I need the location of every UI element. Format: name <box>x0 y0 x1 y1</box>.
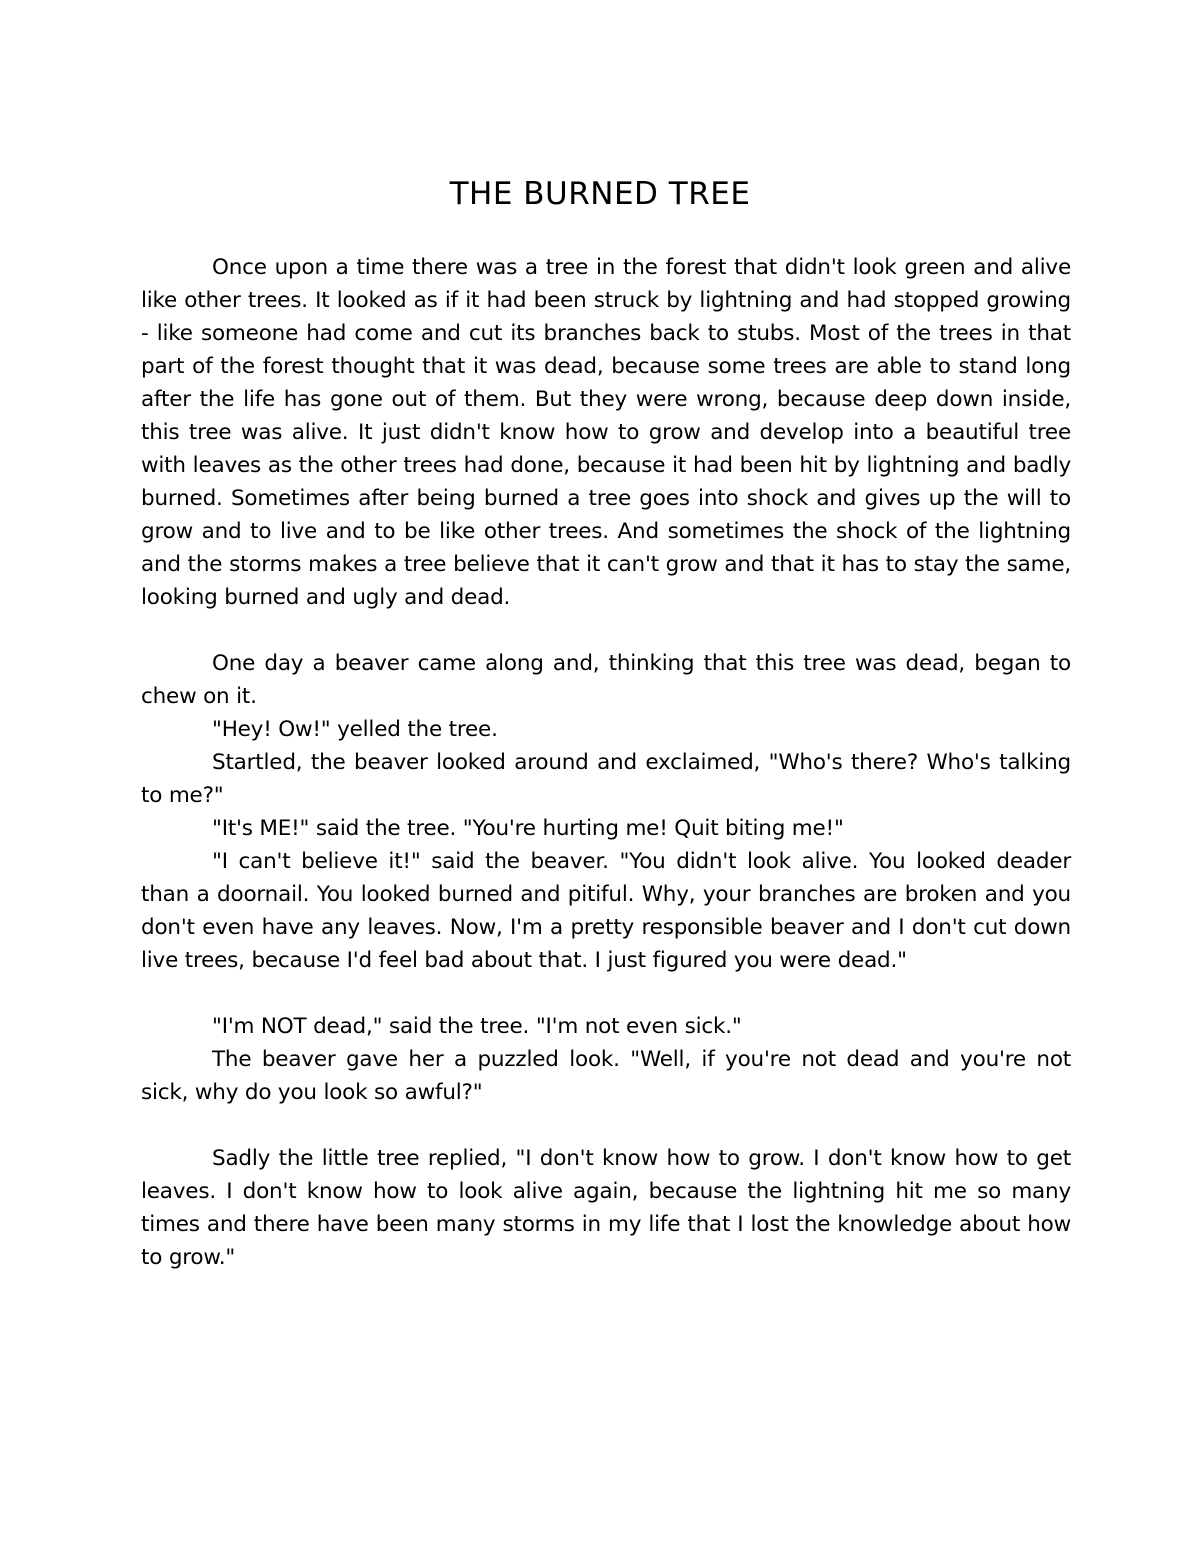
paragraph-9: Sadly the little tree replied, "I don't know how to grow. I don't know how to get leaves. I don't know how to look alive again, because the lightning hit me so many times and there have been many storms in my life that I lost the knowledge about how to grow." <box>141 1146 1071 1270</box>
paragraph-1: Once upon a time there was a tree in the forest that didn't look green and alive like other trees. It looked as if it had been struck by lightning and had stopped growing - like someone had come and cut its branches back to stubs. Most of the trees in that part of the forest thought that it was dead, because some trees are able to stand long after the life has gone out of them. But they were wrong, because deep down inside, this tree was alive. It just didn't know how to grow and develop into a beautiful tree with leaves as the other trees had done, because it had been hit by lightning and badly burned. Sometimes after being burned a tree goes into shock and gives up the will to grow and to live and to be like other trees. And sometimes the shock of the lightning and the storms makes a tree believe that it can't grow and that it has to stay the same, looking burned and ugly and dead. <box>141 255 1071 610</box>
paragraph-gap <box>141 1109 1071 1142</box>
document-title: THE BURNED TREE <box>449 176 751 212</box>
paragraph-gap <box>141 977 1071 1010</box>
paragraph-5: "It's ME!" said the tree. "You're hurting me! Quit biting me!" <box>212 816 844 841</box>
paragraph-2: One day a beaver came along and, thinking that this tree was dead, began to chew on it. <box>141 651 1071 709</box>
document-body <box>141 251 1071 1274</box>
paragraph-3: "Hey! Ow!" yelled the tree. <box>212 717 498 742</box>
paragraph-4: Startled, the beaver looked around and exclaimed, "Who's there? Who's talking to me?" <box>141 750 1071 808</box>
paragraph-7: "I'm NOT dead," said the tree. "I'm not even sick." <box>212 1014 742 1039</box>
paragraph-6: "I can't believe it!" said the beaver. "You didn't look alive. You looked deader than a doornail. You looked burned and pitiful. Why, your branches are broken and you don't even have any leaves. Now, I'm a pretty responsible beaver and I don't cut down live trees, because I'd feel bad about that. I just figured you were dead." <box>141 849 1071 973</box>
paragraph-8: The beaver gave her a puzzled look. "Well, if you're not dead and you're not sick, why do you look so awful?" <box>141 1047 1071 1105</box>
paragraph-gap <box>141 614 1071 647</box>
